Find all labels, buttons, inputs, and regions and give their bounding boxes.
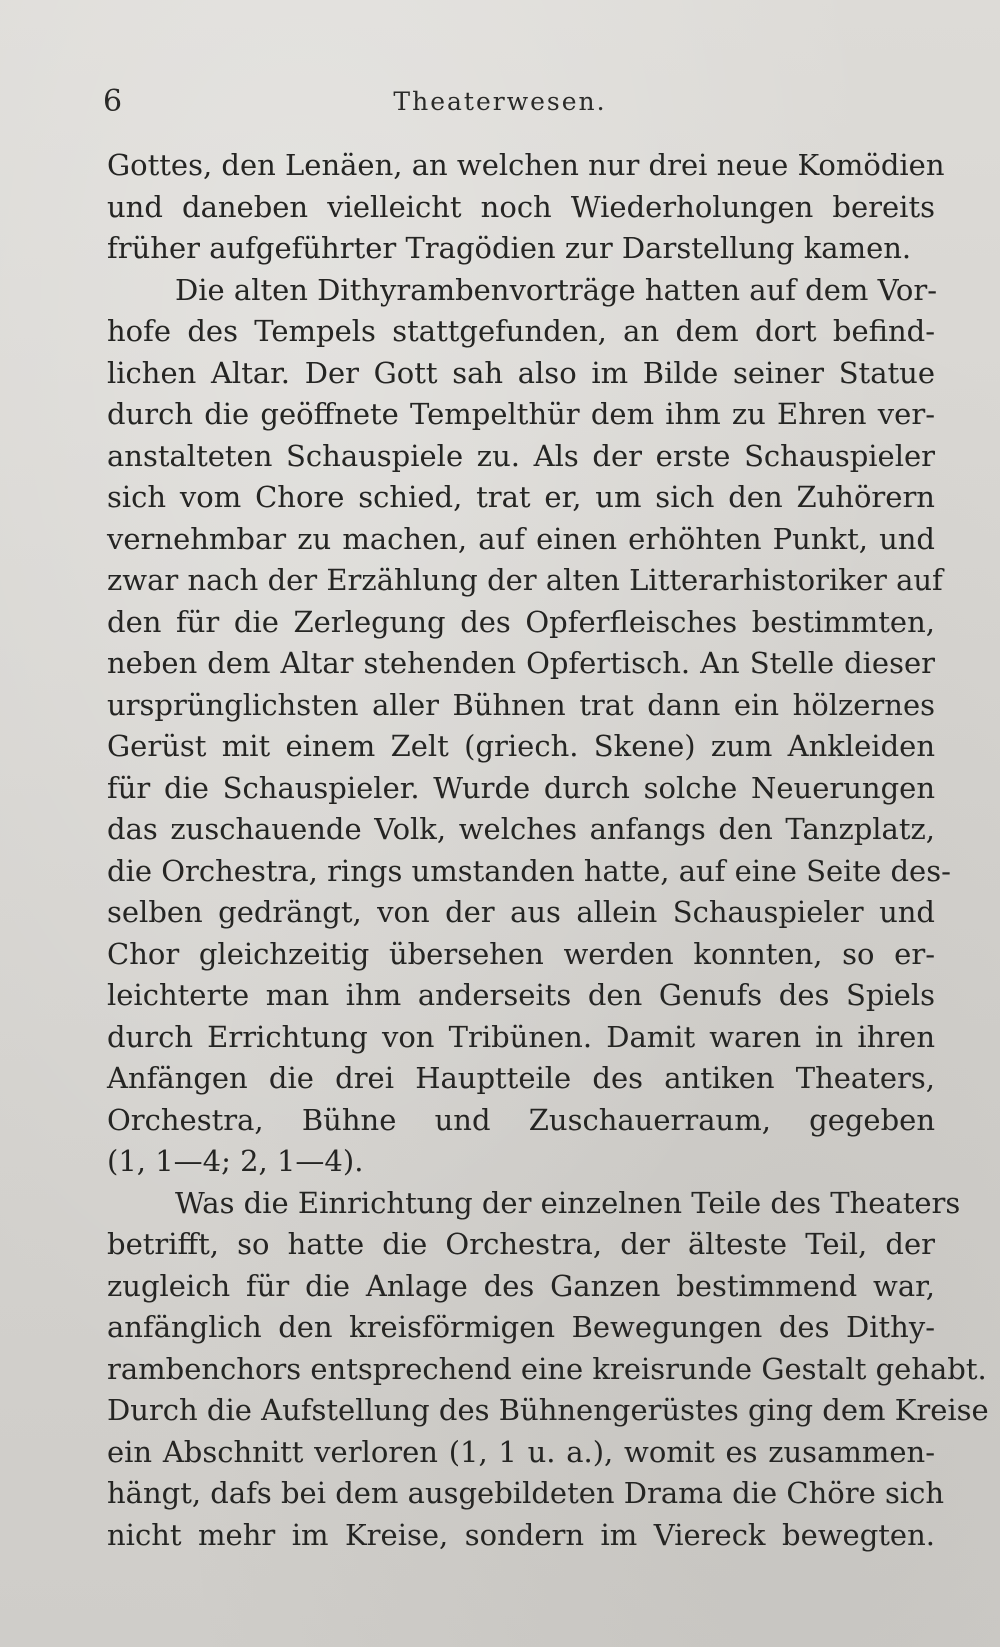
text-line: hängt, dafs bei dem ausgebildeten Drama die Chöre sich <box>107 1476 945 1510</box>
text-line: lichen Altar. Der Gott sah also im Bilde seiner Statue <box>107 355 935 390</box>
text-line: ein Abschnitt verloren (1, 1 u. a.), womit es zusammen- <box>107 1434 935 1469</box>
text-line: Durch die Aufstellung des Bühnengerüstes ging dem Kreise <box>107 1393 989 1427</box>
text-line: anfänglich den kreisförmigen Bewegungen des Dithy- <box>107 1310 935 1344</box>
text-line: betrifft, so hatte die Orchestra, der älteste Teil, der <box>107 1227 935 1261</box>
text-line: Gottes, den Lenäen, an welchen nur drei neue Komödien <box>107 148 945 182</box>
body-text <box>107 145 989 1556</box>
text-line: Die alten Dithyrambenvorträge hatten auf dem Vor- <box>175 272 938 307</box>
text-line: Chor gleichzeitig übersehen werden konnten, so er- <box>107 936 935 971</box>
text-line: Gerüst mit einem Zelt (griech. Skene) zum Ankleiden <box>107 729 935 763</box>
text-line: selben gedrängt, von der aus allein Schauspieler und <box>107 895 935 929</box>
text-line: neben dem Altar stehenden Opfertisch. An Stelle dieser <box>107 646 935 680</box>
text-line: und daneben vielleicht noch Wiederholungen bereits <box>107 189 935 224</box>
text-line: durch die geöffnete Tempelthür dem ihm zu Ehren ver- <box>107 397 935 431</box>
text-line: sich vom Chore schied, trat er, um sich den Zuhörern <box>107 480 935 514</box>
text-line: anstalteten Schauspiele zu. Als der erste Schauspieler <box>107 438 935 473</box>
text-line: ursprünglichsten aller Bühnen trat dann ein hölzernes <box>107 687 935 722</box>
text-line: Orchestra, Bühne und Zuschauerraum, gegeben <box>107 1102 935 1137</box>
text-line: früher aufgeführter Tragödien zur Darstellung kamen. <box>107 231 912 265</box>
text-line: nicht mehr im Kreise, sondern im Viereck bewegten. <box>107 1517 935 1552</box>
text-line: für die Schauspieler. Wurde durch solche Neuerungen <box>107 770 935 805</box>
text-line: Was die Einrichtung der einzelnen Teile des Theaters <box>175 1185 961 1220</box>
page-number: 6 <box>103 84 123 119</box>
text-line: das zuschauende Volk, welches anfangs den Tanzplatz, <box>107 812 935 846</box>
text-line: (1, 1—4; 2, 1—4). <box>107 1144 364 1178</box>
text-line: zwar nach der Erzählung der alten Litterarhistoriker auf <box>107 563 943 597</box>
text-line: zugleich für die Anlage des Ganzen bestimmend war, <box>107 1268 935 1303</box>
text-line: Anfängen die drei Hauptteile des antiken Theaters, <box>107 1061 935 1095</box>
running-head: Theaterwesen. <box>393 87 607 116</box>
text-line: rambenchors entsprechend eine kreisrunde Gestalt gehabt. <box>107 1351 987 1386</box>
text-line: die Orchestra, rings umstanden hatte, auf eine Seite des- <box>107 853 951 888</box>
text-line: vernehmbar zu machen, auf einen erhöhten Punkt, und <box>107 521 935 556</box>
text-line: den für die Zerlegung des Opferfleisches bestimmten, <box>107 604 935 639</box>
text-line: leichterte man ihm anderseits den Genufs des Spiels <box>107 978 935 1012</box>
text-line: hofe des Tempels stattgefunden, an dem dort befind- <box>107 314 935 348</box>
text-line: durch Errichtung von Tribünen. Damit waren in ihren <box>107 1019 935 1054</box>
